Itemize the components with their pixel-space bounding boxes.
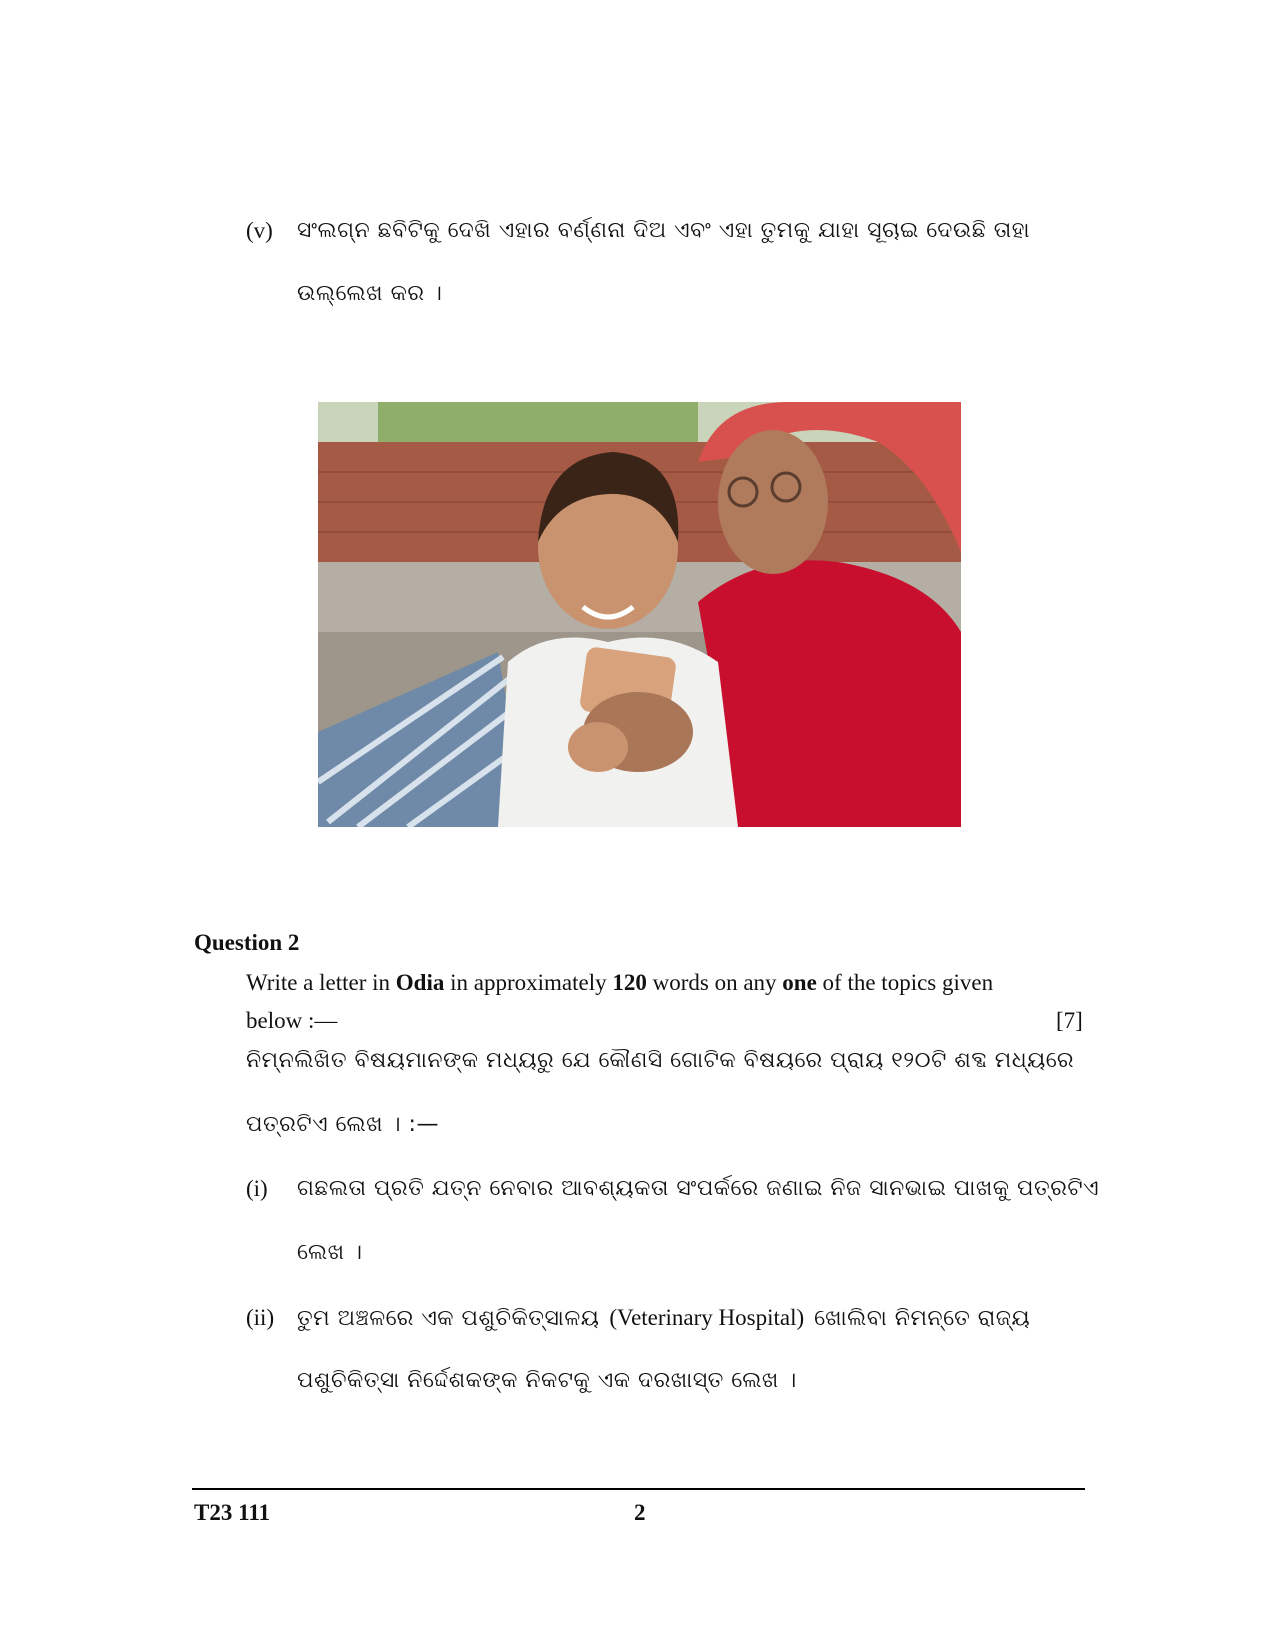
topic-2-line-1-odia-a: ତୁମ ଅଞ୍ଚଳରେ ଏକ ପଶୁଚିକିତ୍ସାଳୟ <box>297 1306 600 1331</box>
footer-rule <box>192 1488 1085 1490</box>
topic-1-line-2: ଲେଖ । <box>297 1240 363 1265</box>
question-2-heading: Question 2 <box>194 930 300 955</box>
topic-1-line-1: ଗଛଲତା ପ୍ରତି ଯତ୍ନ ନେବାର ଆବଶ୍ୟକତା ସଂପର୍କରେ ଜଣାଇ ନିଜ ସାନଭାଇ ପାଖକୁ ପତ୍ରଟିଏ <box>297 1176 1100 1201</box>
footer-page-number: 2 <box>634 1500 646 1525</box>
topic-1-number: (i) <box>246 1176 268 1201</box>
topic-2-line-1-english: (Veterinary Hospital) <box>609 1305 805 1330</box>
photo-girl-and-grandmother-with-phone <box>318 402 961 827</box>
question-2-instruction-line-1 <box>246 970 993 996</box>
footer-paper-code: T23 111 <box>194 1500 271 1525</box>
instruction-text-4: of the topics given <box>816 970 994 995</box>
instruction-bold-one: one <box>782 970 817 995</box>
instruction-text-3: words on any <box>646 970 783 995</box>
part-v-line-1: ସଂଲଗ୍ନ ଛବିଟିକୁ ଦେଖି ଏହାର ବର୍ଣ୍ଣନା ଦିଅ ଏବଂ ଏହା ତୁମକୁ ଯାହା ସୂଚାଇ ଦେଉଛି ତାହା <box>297 218 1031 243</box>
instruction-bold-word-count: 120 <box>612 970 647 995</box>
question-2-instruction-line-2: below :— <box>246 1008 338 1033</box>
question-2-odia-instruction-line-2: ପତ୍ରଟିଏ ଲେଖ । :— <box>246 1112 439 1137</box>
instruction-text-1: Write a letter in <box>246 970 396 995</box>
question-2-marks: [7] <box>1056 1008 1083 1033</box>
topic-2-number: (ii) <box>246 1305 275 1330</box>
part-v-line-2: ଉଲ୍ଲେଖ କର । <box>297 281 443 306</box>
topic-2-line-1-odia-b: ଖୋଲିବା ନିମନ୍ତେ ରାଜ୍ୟ <box>814 1306 1031 1331</box>
topic-2-line-1 <box>297 1305 1030 1331</box>
question-2-odia-instruction-line-1: ନିମ୍ନଲିଖିତ ବିଷୟମାନଙ୍କ ମଧ୍ୟରୁ ଯେ କୌଣସି ଗୋଟିକ ବିଷୟରେ ପ୍ରାୟ ୧୨୦ଟି ଶବ୍ଦ ମଧ୍ୟରେ <box>246 1048 1074 1073</box>
topic-2-line-2: ପଶୁଚିକିତ୍ସା ନିର୍ଦ୍ଦେଶକଙ୍କ ନିକଟକୁ ଏକ ଦରଖାସ୍ତ ଲେଖ । <box>297 1368 797 1393</box>
instruction-text-2: in approximately <box>444 970 613 995</box>
part-v-number: (v) <box>246 218 273 243</box>
instruction-bold-language: Odia <box>395 970 445 995</box>
